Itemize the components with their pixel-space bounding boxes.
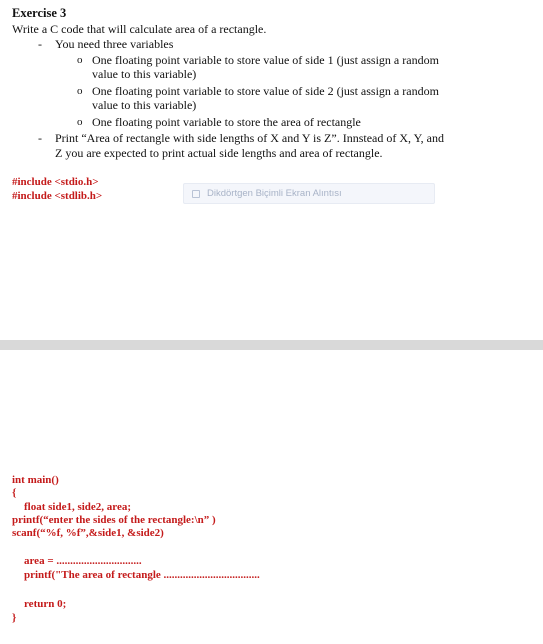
code-close-brace: } bbox=[12, 612, 17, 624]
code-printf-area: printf("The area of rectangle ................................... bbox=[24, 569, 260, 581]
sub-bullet-3: One floating point variable to store the area of rectangle bbox=[92, 115, 361, 129]
snipping-tool-label: Dikdörtgen Biçimli Ekran Alıntısı bbox=[207, 188, 342, 199]
sub-bullet-1-line-1: One floating point variable to store value of side 1 (just assign a random bbox=[92, 53, 439, 67]
bullet-1: You need three variables bbox=[55, 37, 174, 51]
code-main: int main() bbox=[12, 474, 59, 486]
code-open-brace: { bbox=[12, 487, 17, 499]
page-break bbox=[0, 340, 543, 350]
bullet-2-line-1: Print “Area of rectangle with side lengths of X and Y is Z”. Innstead of X, Y, and bbox=[55, 131, 445, 145]
dash-bullet-1: - bbox=[38, 37, 42, 51]
sub-bullet-1-line-2: value to this variable) bbox=[92, 67, 197, 81]
code-include-stdio: #include <stdio.h> bbox=[12, 176, 99, 188]
code-include-stdlib: #include <stdlib.h> bbox=[12, 190, 103, 202]
exercise-title: Exercise 3 bbox=[12, 6, 67, 20]
dash-bullet-2: - bbox=[38, 131, 42, 145]
circle-bullet-3: o bbox=[77, 116, 83, 128]
rectangle-snip-icon bbox=[192, 190, 200, 198]
code-printf-prompt: printf(“enter the sides of the rectangle:\n” ) bbox=[12, 514, 216, 526]
exercise-intro: Write a C code that will calculate area of a rectangle. bbox=[12, 22, 267, 36]
code-declaration: float side1, side2, area; bbox=[24, 501, 132, 513]
bullet-2-line-2: Z you are expected to print actual side lengths and area of rectangle. bbox=[55, 146, 383, 160]
sub-bullet-2-line-1: One floating point variable to store value of side 2 (just assign a random bbox=[92, 84, 439, 98]
code-scanf: scanf(“%f, %f”,&side1, &side2) bbox=[12, 527, 164, 539]
circle-bullet-1: o bbox=[77, 54, 83, 66]
code-area-assignment: area = ............................... bbox=[24, 555, 142, 567]
snipping-tool-tooltip bbox=[183, 183, 435, 204]
circle-bullet-2: o bbox=[77, 85, 83, 97]
document-page-bottom bbox=[0, 350, 543, 644]
sub-bullet-2-line-2: value to this variable) bbox=[92, 98, 197, 112]
code-return: return 0; bbox=[24, 598, 67, 610]
